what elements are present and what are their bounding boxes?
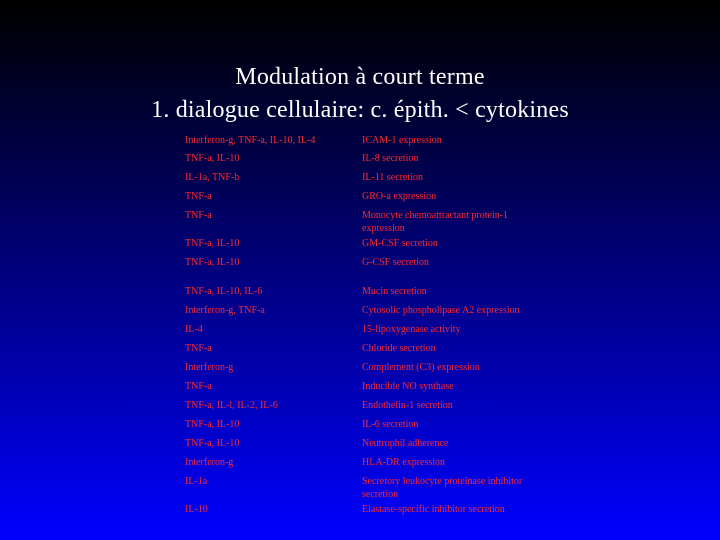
table-cell-effect: Monocyte chemoattractant protein-1 expression — [362, 210, 509, 234]
table-cell-cytokine: TNF-a, IL-10 — [185, 257, 240, 268]
table-cell-cytokine: TNF-a, IL-10 — [185, 238, 240, 249]
table-cell-cytokine: Interferon-g — [185, 362, 234, 373]
table-cell-cytokine: IL-10 — [185, 504, 208, 515]
table-cell-cytokine: TNF-a, IL-10 — [185, 438, 240, 449]
table-cell-effect: 15-lipoxygenase activity — [362, 324, 461, 335]
table-cell-effect: IL-6 secretion — [362, 419, 419, 430]
table-cell-effect: Secretory leukocyte proteinase inhibitor secretion — [362, 476, 523, 500]
table-cell-cytokine: Interferon-g, TNF-a — [185, 305, 265, 316]
table-cell-effect: Inducible NO synthase — [362, 381, 454, 392]
table-cell-effect: Neutrophil adherence — [362, 438, 449, 449]
table-cell-effect: IL-8 secretion — [362, 153, 419, 164]
table-cell-effect: Endothelin-1 secretion — [362, 400, 453, 411]
table-cell-cytokine: TNF-a, IL-l, IL-2, IL-6 — [185, 400, 278, 411]
table-cell-effect: IL-11 secretion — [362, 172, 423, 183]
table-cell-effect: Complement (C3) expression — [362, 362, 480, 373]
table-cell-effect: G-CSF secretion — [362, 257, 429, 268]
table-cell-cytokine: TNF-a, IL-10 — [185, 419, 240, 430]
table-cell-effect: HLA-DR expression — [362, 457, 446, 468]
table-cell-cytokine: TNF-a — [185, 191, 212, 202]
table-cell-cytokine: IL-4 — [185, 324, 203, 335]
table-cell-cytokine: TNF-a, IL-10, IL-6 — [185, 286, 263, 297]
table-cell-cytokine: IL-1a, TNF-b — [185, 172, 240, 183]
table-cell-effect: Mucin secretion — [362, 286, 427, 297]
table-cell-cytokine: TNF-a, IL-10 — [185, 153, 240, 164]
table-cell-effect: ICAM-1 expression — [362, 135, 442, 146]
table-cell-cytokine: Interferon-g — [185, 457, 234, 468]
table-cell-cytokine: IL-1a — [185, 476, 208, 487]
table-cell-cytokine: TNF-a — [185, 343, 212, 354]
table-cell-effect: GM-CSF secretion — [362, 238, 438, 249]
table-cell-effect: Elastase-specific inhibitor secretion — [362, 504, 505, 515]
table-cell-effect: Cytosolic phospholipase A2 expression — [362, 305, 520, 316]
table-cell-cytokine: TNF-a — [185, 381, 212, 392]
table-cell-effect: GRO-a expression — [362, 191, 437, 202]
slide-title-line2: 1. dialogue cellulaire: c. épith. < cytokines — [151, 97, 569, 123]
table-cell-cytokine: TNF-a — [185, 210, 212, 221]
table-cell-cytokine: Interferon-g, TNF-a, IL-10, IL-4 — [185, 135, 316, 146]
table-cell-effect: Chloride secretion — [362, 343, 436, 354]
slide-title-line1: Modulation à court terme — [235, 64, 485, 90]
